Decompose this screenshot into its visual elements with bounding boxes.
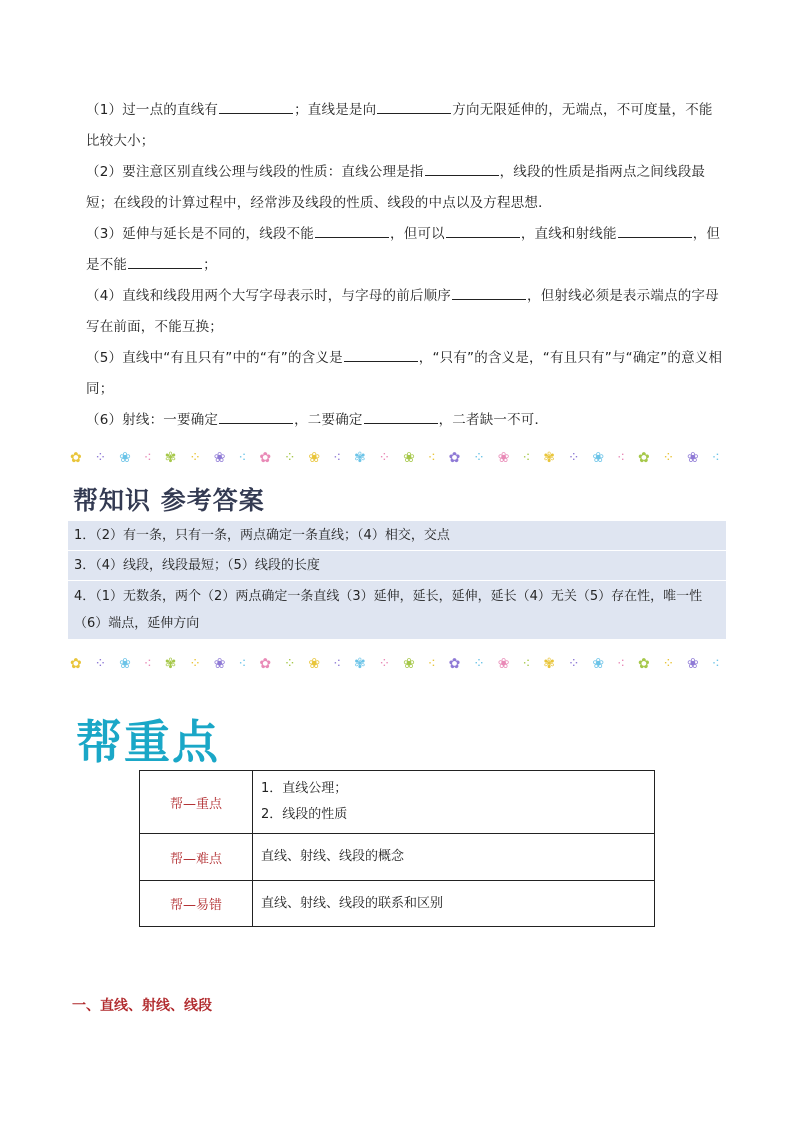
row-label: 帮—易错 [140,881,253,927]
text: ，线段的性质是指两点之间线段最短；在线段的计算过程中，经常涉及线段的性质、线段的中点以及方程思想． [86,164,706,211]
butterfly-icon: ⁖ [332,656,342,672]
answer-blank [377,99,451,114]
text: （4）直线和线段用两个大写字母表示时，与字母的前后顺序 [86,288,451,304]
table-row [140,771,655,834]
answer-blank [452,285,526,300]
butterfly-icon: ❀ [403,656,415,672]
butterfly-icon: ⁖ [238,656,247,672]
focus-table [139,770,655,927]
text: （2）要注意区别直线公理与线段的性质：直线公理是指 [86,164,424,180]
butterfly-icon: ⁖ [616,656,626,672]
text: ，但可以 [390,226,445,242]
butterfly-icon: ⁘ [567,450,580,466]
text: ，二者缺一不可． [438,412,549,428]
answer-row: 4．（1）无数条，两个（2）两点确定一条直线（3）延伸，延长，延伸，延长（4）无关（5）存在性，唯一性（6）端点，延伸方向 [74,589,703,631]
butterfly-icon: ⁘ [189,450,201,466]
paragraph-5 [86,343,726,405]
knowledge-paragraphs [86,95,726,436]
answer-blank [315,223,389,238]
row-content [253,771,655,834]
text: （3）延伸与延长是不同的，线段不能 [86,226,314,242]
decorative-border [70,653,720,675]
text: ，但是不能 [86,226,721,273]
butterfly-icon: ✿ [70,450,82,466]
answer-section-title: 帮知识 参考答案 [73,486,265,515]
butterfly-icon: ✾ [353,450,366,466]
focus-section-title: 帮重点 [76,715,220,769]
answer-blank [618,223,692,238]
butterfly-icon: ❀ [403,450,415,466]
butterfly-icon: ✾ [543,450,556,466]
butterfly-icon: ✿ [259,656,272,672]
butterfly-icon: ⁖ [427,450,436,466]
decorative-border [70,447,720,469]
content-line: 2．线段的性质 [261,807,348,822]
answer-blank [425,161,499,176]
butterfly-icon: ✿ [70,656,82,672]
butterfly-icon: ❀ [687,656,699,672]
answer-box [68,521,726,639]
answer-blank [128,254,202,269]
row-content: 直线、射线、线段的概念 [253,834,655,881]
section-heading: 一、直线、射线、线段 [72,998,212,1014]
content-line: 1．直线公理； [261,781,348,796]
butterfly-icon: ⁘ [378,656,391,672]
butterfly-icon: ⁘ [473,656,485,672]
text: （5）直线中“有且只有”中的“有”的含义是 [86,350,343,366]
text: ，“只有”的含义是，“有且只有”与“确定”的意义相同； [86,350,723,397]
butterfly-icon: ⁖ [711,656,720,672]
butterfly-icon: ⁘ [94,450,107,466]
butterfly-icon: ✾ [543,656,556,672]
answer-row: 1．（2）有一条，只有一条，两点确定一条直线；（4）相交，交点 [68,521,726,551]
butterfly-icon: ❀ [213,656,226,672]
paragraph-2 [86,157,726,219]
butterfly-icon: ⁘ [567,656,580,672]
text: ；直线是是向 [294,102,377,118]
butterfly-icon: ⁖ [522,450,531,466]
text: ，二要确定 [294,412,363,428]
butterfly-icon: ❀ [213,450,226,466]
butterfly-icon: ⁘ [662,450,675,466]
text: （6）射线：一要确定 [86,412,219,428]
answer-blank [364,409,438,424]
butterfly-icon: ✿ [448,656,461,672]
answer-blank [344,347,418,362]
butterfly-icon: ❀ [592,656,605,672]
answer-blank [446,223,520,238]
answer-blank [219,409,293,424]
butterfly-icon: ❀ [497,656,510,672]
table-row [140,881,655,927]
butterfly-icon: ⁖ [427,656,436,672]
text: （1）过一点的直线有 [86,102,219,118]
text: 方向无限延伸的，无端点，不可度量，不能比较大小； [86,102,713,149]
butterfly-icon: ⁘ [662,656,675,672]
butterfly-icon: ❀ [497,450,510,466]
butterfly-icon: ⁘ [94,656,107,672]
butterfly-icon: ⁖ [143,656,152,672]
butterfly-icon: ❀ [592,450,605,466]
row-content: 直线、射线、线段的联系和区别 [253,881,655,927]
text: ，直线和射线能 [520,226,617,242]
butterfly-icon: ✾ [164,450,177,466]
paragraph-6 [86,405,726,436]
paragraph-3 [86,219,726,281]
butterfly-icon: ⁘ [283,450,296,466]
answer-blank [219,99,293,114]
butterfly-icon: ❀ [308,450,321,466]
row-label: 帮—难点 [140,834,253,881]
butterfly-icon: ✿ [637,450,650,466]
butterfly-icon: ⁖ [143,450,152,466]
butterfly-icon: ⁘ [283,656,296,672]
butterfly-icon: ⁖ [522,656,531,672]
butterfly-icon: ⁘ [189,656,201,672]
butterfly-icon: ✿ [259,450,272,466]
butterfly-icon: ✾ [353,656,366,672]
butterfly-icon: ✿ [448,450,461,466]
butterfly-icon: ❀ [687,450,699,466]
text: ，但射线必须是表示端点的字母写在前面，不能互换； [86,288,719,335]
butterfly-icon: ⁖ [332,450,342,466]
text: ； [203,257,217,273]
butterfly-icon: ✾ [164,656,177,672]
paragraph-4 [86,281,726,343]
butterfly-icon: ⁘ [378,450,391,466]
butterfly-icon: ⁖ [238,450,247,466]
butterfly-icon: ❀ [308,656,321,672]
answer-row: 3．（4）线段，线段最短；（5）线段的长度 [68,551,726,581]
row-label: 帮—重点 [140,771,253,834]
table-row [140,834,655,881]
butterfly-icon: ❀ [119,450,131,466]
butterfly-icon: ⁖ [616,450,626,466]
butterfly-icon: ✿ [637,656,650,672]
paragraph-1 [86,95,726,157]
butterfly-icon: ⁘ [473,450,485,466]
butterfly-icon: ❀ [119,656,131,672]
butterfly-icon: ⁖ [711,450,720,466]
